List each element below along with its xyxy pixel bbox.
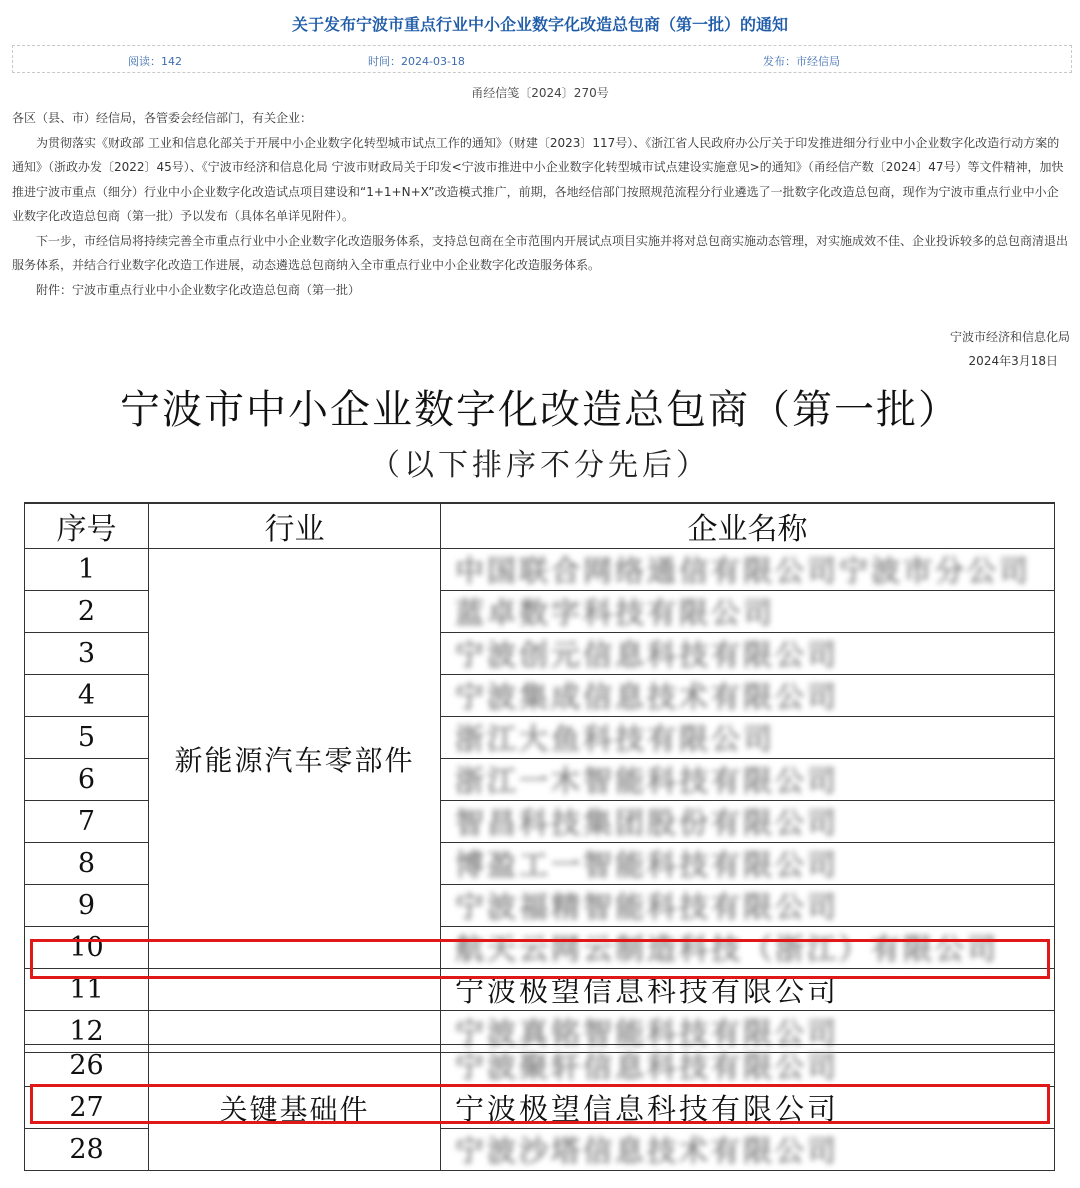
row-number: 27 [25, 1087, 149, 1129]
row-number: 1 [25, 549, 149, 591]
read-count: 阅读：142 [128, 55, 182, 68]
row-number: 4 [25, 675, 149, 717]
company-name-blurred: 宁波聚轩信息科技有限公司 [441, 1045, 1055, 1087]
notice-body [12, 106, 1068, 302]
company-name-blurred: 蓝卓数字科技有限公司 [441, 591, 1055, 633]
row-number: 5 [25, 717, 149, 759]
row-number: 28 [25, 1129, 149, 1171]
row-number: 2 [25, 591, 149, 633]
company-name: 宁波极望信息科技有限公司 [441, 969, 1055, 1011]
list-title: 宁波市中小企业数字化改造总包商（第一批） [120, 387, 960, 433]
meta-bar [12, 45, 1072, 73]
table-row [25, 1045, 1055, 1087]
company-name-blurred: 浙江大鱼科技有限公司 [441, 717, 1055, 759]
publisher: 发布：市经信局 [763, 55, 840, 68]
publish-time: 时间：2024-03-18 [368, 55, 465, 68]
company-name-blurred: 浙江一木智能科技有限公司 [441, 759, 1055, 801]
document-number: 甬经信笺〔2024〕270号 [471, 86, 609, 100]
table-row [25, 549, 1055, 591]
company-name-blurred: 宁波集成信息技术有限公司 [441, 675, 1055, 717]
company-name-blurred: 博盈工一智能科技有限公司 [441, 843, 1055, 885]
salutation: 各区（县、市）经信局，各管委会经信部门，有关企业： [12, 111, 313, 125]
company-name-blurred: 宁波创元信息科技有限公司 [441, 633, 1055, 675]
row-number: 3 [25, 633, 149, 675]
list-subtitle: （以下排序不分先后） [370, 448, 710, 483]
header-company: 企业名称 [441, 503, 1055, 549]
row-number: 8 [25, 843, 149, 885]
company-name-blurred: 宁波福精智能科技有限公司 [441, 885, 1055, 927]
highlight-box-row-27 [30, 1084, 1050, 1124]
notice-title: 关于发布宁波市重点行业中小企业数字化改造总包商（第一批）的通知 [291, 15, 788, 34]
row-number: 26 [25, 1045, 149, 1087]
row-number: 11 [25, 969, 149, 1011]
table-header-row [25, 503, 1055, 549]
company-name-blurred: 中国联合网络通信有限公司宁波市分公司 [441, 549, 1055, 591]
row-number: 10 [25, 927, 149, 969]
company-name-blurred: 航天云网云制造科技（浙江）有限公司 [441, 927, 1055, 969]
row-number: 6 [25, 759, 149, 801]
sign-organization: 宁波市经济和信息化局 [949, 330, 1070, 344]
header-number: 序号 [25, 503, 149, 549]
signoff [950, 325, 1070, 373]
header-industry: 行业 [149, 503, 441, 549]
sign-date: 2024年3月18日 [968, 354, 1058, 368]
paragraph-1: 为贯彻落实《财政部 工业和信息化部关于开展中小企业数字化转型城市试点工作的通知》（财建〔2023〕117号）、《浙江省人民政府办公厅关于印发推进细分行业中小企业数字化改造行动方案的通知》（浙政办发〔2022〕45号）、《宁波市经济和信息化局 宁波市财政局关于印发<宁波市推进中小企业数字化转型城市试点建设实施意见>的通知》（甬经信产数〔2024〕47号）等文件精神，加快推进宁波市重点（细分）行业中小企业数字化改造试点项目建设和“1+1+N+X”改造模式推广，前期，各地经信部门按照规范流程分行业遴选了一批数字化改造总包商，现作为宁波市重点行业中小企业数字化改造总包商（第一批）予以发布（具体名单详见附件）。 [12, 135, 1064, 223]
paragraph-2: 下一步，市经信局将持续完善全市重点行业中小企业数字化改造服务体系，支持总包商在全市范围内开展试点项目实施并将对总包商实施动态管理，对实施成效不佳、企业投诉较多的总包商清退出服务体系，并结合行业数字化改造工作进展，动态遴选总包商纳入全市重点行业中小企业数字化改造服务体系。 [12, 233, 1069, 272]
company-name-blurred: 宁波真铭智能科技有限公司 [441, 1011, 1055, 1053]
row-number: 12 [25, 1011, 149, 1053]
industry-cell: 新能源汽车零部件 [149, 549, 441, 969]
company-name-blurred: 宁波沙塔信息技术有限公司 [441, 1129, 1055, 1171]
highlight-box-row-11 [30, 939, 1050, 979]
company-name-blurred: 智昌科技集团股份有限公司 [441, 801, 1055, 843]
row-number: 9 [25, 885, 149, 927]
attachment-line: 附件：宁波市重点行业中小企业数字化改造总包商（第一批） [36, 282, 361, 297]
row-number: 7 [25, 801, 149, 843]
industry-cell: 关键基础件 [149, 1045, 441, 1171]
company-name: 宁波极望信息科技有限公司 [441, 1087, 1055, 1129]
